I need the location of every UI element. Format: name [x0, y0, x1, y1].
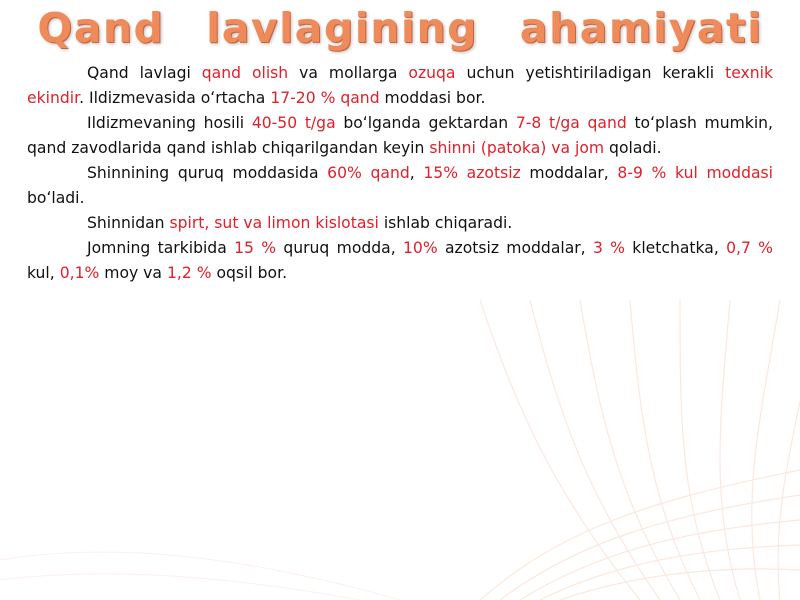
highlighted-term: 15% azotsiz: [423, 164, 521, 182]
highlighted-term: qand olish: [201, 64, 289, 82]
paragraph: [27, 61, 773, 111]
text-segment: azotsiz moddalar,: [437, 239, 593, 257]
text-segment: moddalar,: [520, 164, 618, 182]
text-segment: qoladi.: [604, 139, 662, 157]
highlighted-term: 17-20 % qand: [270, 89, 380, 107]
slide-title: Qand lavlagining ahamiyati: [37, 4, 763, 52]
text-segment: Jomning tarkibida: [87, 239, 235, 257]
highlighted-term: shinni (patoka) va jom: [429, 139, 605, 157]
slide-body: [27, 61, 773, 286]
text-segment: kul,: [27, 264, 60, 282]
highlighted-term: 0,1%: [59, 264, 100, 282]
highlighted-term: 1,2 %: [166, 264, 212, 282]
paragraph: [27, 161, 773, 211]
text-segment: uchun yetishtiriladigan kerakli: [455, 64, 726, 82]
highlighted-term: 7-8 t/ga qand: [515, 114, 627, 132]
paragraph: [27, 236, 773, 286]
paragraph: [27, 211, 773, 236]
text-segment: va mollarga: [288, 64, 409, 82]
text-segment: Qand lavlagi: [87, 64, 202, 82]
text-segment: toʻplash mumkin, qand zavodlarida qand ishlab chiqarilgandan keyin: [27, 114, 773, 157]
text-segment: boʻladi.: [27, 189, 85, 207]
text-segment: quruq modda,: [276, 239, 403, 257]
highlighted-term: 40-50 t/ga: [251, 114, 336, 132]
text-segment: Shinnining quruq moddasida: [87, 164, 328, 182]
text-segment: . Ildizmevasida oʻrtacha: [79, 89, 271, 107]
highlighted-term: 8-9 % kul moddasi: [617, 164, 773, 182]
text-segment: oqsil bor.: [211, 264, 288, 282]
text-segment: boʻlganda gektardan: [335, 114, 516, 132]
highlighted-term: 15 %: [234, 239, 277, 257]
text-segment: ishlab chiqaradi.: [378, 214, 513, 232]
paragraph: [27, 111, 773, 161]
text-segment: ,: [409, 164, 424, 182]
text-segment: moddasi bor.: [379, 89, 486, 107]
text-segment: kletchatka,: [625, 239, 727, 257]
text-segment: moy va: [99, 264, 167, 282]
highlighted-term: ozuqa: [408, 64, 456, 82]
highlighted-term: 0,7 %: [726, 239, 773, 257]
highlighted-term: 60% qand: [327, 164, 410, 182]
highlighted-term: 3 %: [592, 239, 625, 257]
text-segment: Shinnidan: [87, 214, 170, 232]
highlighted-term: texnik ekindir: [27, 64, 774, 107]
text-segment: Ildizmevaning hosili: [87, 114, 252, 132]
highlighted-term: spirt, sut va limon kislotasi: [169, 214, 379, 232]
highlighted-term: 10%: [402, 239, 438, 257]
